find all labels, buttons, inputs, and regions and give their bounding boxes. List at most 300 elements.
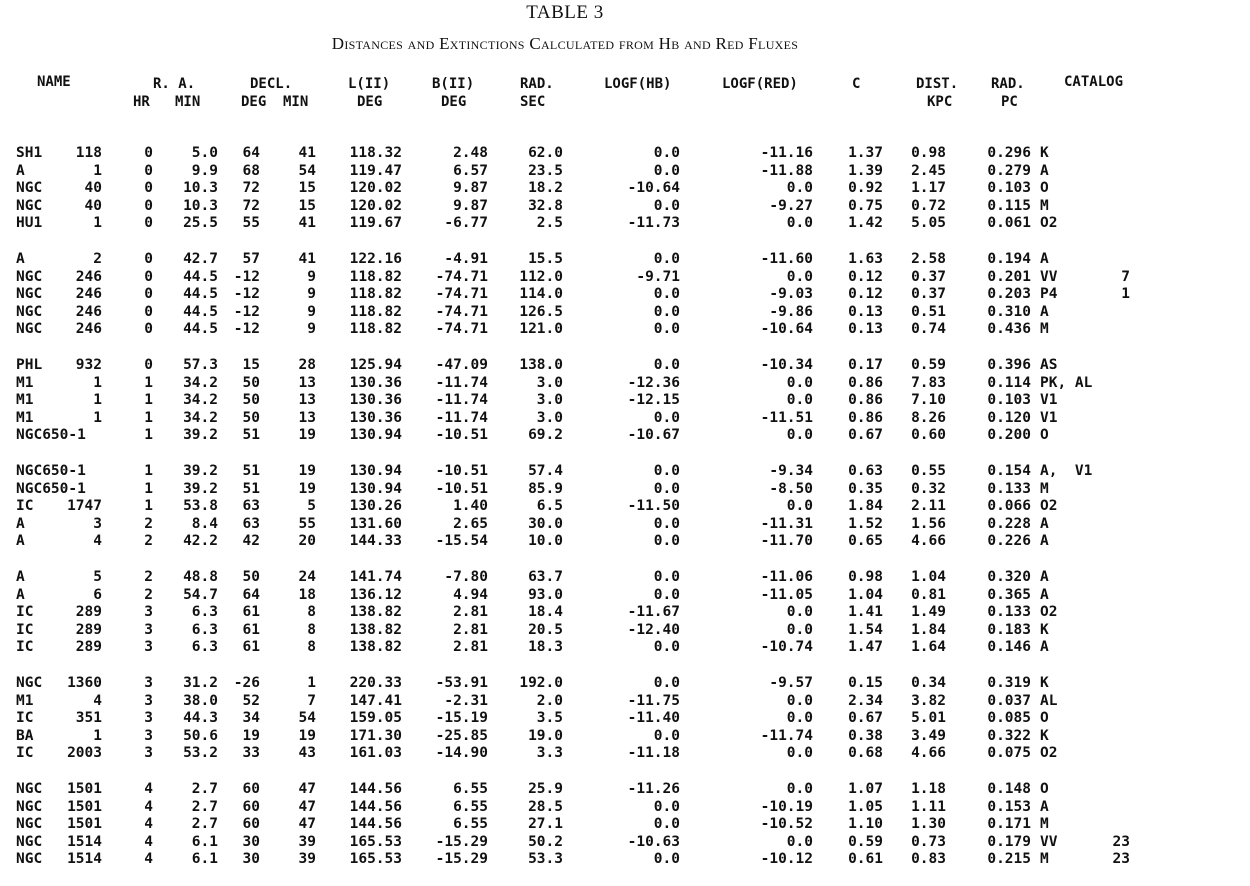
cell-dd: 60	[242, 798, 260, 815]
header-decl: DECL.	[250, 76, 293, 92]
cell-dd: 72	[242, 180, 260, 196]
cell-n1: NGC	[16, 833, 43, 850]
table-row	[0, 357, 1250, 375]
cell-b: 4.94	[453, 586, 488, 603]
header-decl-deg: DEG	[241, 94, 267, 110]
cell-cat: O2	[1040, 604, 1058, 620]
cell-l: 144.33	[349, 533, 402, 549]
cell-dd: -26	[233, 675, 260, 691]
cell-dist: 0.32	[911, 480, 946, 497]
header-decl-min: MIN	[283, 94, 309, 110]
cell-dd: 15	[242, 357, 260, 373]
cell-dist: 1.17	[911, 180, 946, 196]
table-row	[0, 639, 1250, 657]
cell-c: 0.35	[848, 480, 883, 497]
cell-hb: -11.18	[627, 745, 680, 761]
table-row	[0, 693, 1250, 711]
cell-red: -10.64	[760, 321, 813, 337]
cell-hr: 3	[144, 639, 153, 655]
cell-dd: 30	[242, 851, 260, 867]
cell-rmin: 44.5	[183, 321, 218, 337]
cell-l: 165.53	[349, 851, 402, 867]
cell-rad: 2.5	[536, 215, 563, 231]
cell-dist: 0.73	[911, 833, 946, 850]
cell-dd: 60	[242, 781, 260, 797]
cell-dd: 61	[242, 639, 260, 655]
table-subtitle: Distances and Extinctions Calculated from Hβ and Red Fluxes	[331, 34, 799, 53]
cell-red: 0.0	[786, 427, 813, 443]
cell-hr: 2	[144, 515, 153, 532]
cell-red: -10.52	[760, 816, 813, 832]
cell-hb: -11.26	[627, 781, 680, 797]
cell-n2: 1514	[67, 851, 102, 867]
cell-dist: 7.10	[911, 392, 946, 408]
cell-cat: VV	[1040, 268, 1058, 285]
cell-hr: 1	[144, 427, 153, 443]
cell-n2: 1514	[67, 833, 102, 850]
cell-hr: 1	[144, 392, 153, 408]
cell-l: 130.36	[349, 374, 402, 391]
cell-l: 130.94	[349, 463, 402, 479]
cell-cat: AS	[1040, 357, 1058, 373]
header-lii: L(II)	[348, 76, 391, 92]
cell-hb: -9.71	[636, 268, 680, 285]
cell-n2: 3	[93, 515, 102, 532]
table-row	[0, 569, 1250, 587]
cell-cat: K	[1040, 145, 1049, 161]
header-rad-unit: SEC	[520, 94, 546, 110]
cell-dd: 51	[242, 427, 260, 443]
cell-n2: 289	[75, 621, 102, 638]
cell-rad: 114.0	[519, 286, 563, 302]
cell-rad: 3.0	[536, 409, 563, 426]
cell-c: 1.63	[848, 251, 883, 267]
cell-rpc: 0.194	[987, 251, 1031, 267]
cell-n1: NGC	[16, 197, 43, 214]
cell-hr: 4	[144, 851, 153, 867]
cell-dm: 8	[307, 621, 316, 638]
cell-dm: 47	[298, 798, 316, 815]
cell-rad: 23.5	[528, 162, 563, 179]
table-row	[0, 215, 1250, 233]
cell-rmin: 38.0	[183, 692, 218, 709]
cell-red: 0.0	[786, 833, 813, 850]
cell-dm: 28	[298, 357, 316, 373]
cell-cat: PK, AL	[1040, 374, 1093, 391]
header-lii-unit: DEG	[357, 94, 383, 110]
cell-hr: 2	[144, 569, 153, 585]
cell-n1: IC	[16, 604, 34, 620]
cell-n1: A	[16, 533, 25, 549]
cell-hb: 0.0	[653, 569, 680, 585]
cell-b: -53.91	[435, 675, 488, 691]
cell-l: 120.02	[349, 197, 402, 214]
cell-l: 138.82	[349, 639, 402, 655]
cell-dm: 43	[298, 745, 316, 761]
cell-hr: 0	[144, 303, 153, 320]
cell-rpc: 0.183	[987, 621, 1031, 638]
cell-rmin: 6.1	[191, 851, 218, 867]
cell-hr: 4	[144, 816, 153, 832]
cell-b: -10.51	[435, 427, 488, 443]
cell-cat: M	[1040, 480, 1049, 497]
cell-red: 0.0	[786, 692, 813, 709]
cell-rpc: 0.075	[987, 745, 1031, 761]
cell-rpc: 0.146	[987, 639, 1031, 655]
cell-dist: 0.60	[911, 427, 946, 443]
cell-hb: 0.0	[653, 409, 680, 426]
cell-hb: 0.0	[653, 197, 680, 214]
cell-hr: 1	[144, 498, 153, 514]
cell-n1: IC	[16, 639, 34, 655]
cell-dm: 9	[307, 303, 316, 320]
cell-rpc: 0.310	[987, 303, 1031, 320]
cell-n1: M1	[16, 692, 34, 709]
cell-rmin: 10.3	[183, 197, 218, 214]
cell-n2: 1	[93, 409, 102, 426]
cell-hb: 0.0	[653, 515, 680, 532]
cell-rad: 63.7	[528, 569, 563, 585]
cell-rmin: 42.2	[183, 533, 218, 549]
cell-red: -11.60	[760, 251, 813, 267]
cell-cat: M	[1040, 851, 1049, 867]
cell-cat: O2	[1040, 498, 1058, 514]
cell-c: 1.37	[848, 145, 883, 161]
cell-hb: -10.64	[627, 180, 680, 196]
table-row	[0, 533, 1250, 551]
cell-cat: V1	[1040, 392, 1058, 408]
cell-dd: 42	[242, 533, 260, 549]
cell-n2: 40	[84, 197, 102, 214]
cell-n1: M1	[16, 392, 34, 408]
cell-hb: -11.67	[627, 604, 680, 620]
cell-hb: -12.15	[627, 392, 680, 408]
cell-rad: 20.5	[528, 621, 563, 638]
cell-rpc: 0.365	[987, 586, 1031, 603]
cell-dd: 50	[242, 374, 260, 391]
cell-dm: 19	[298, 427, 316, 443]
cell-l: 136.12	[349, 586, 402, 603]
cell-dist: 3.49	[911, 727, 946, 744]
cell-n1: SH1	[16, 145, 43, 161]
cell-rmin: 6.3	[191, 604, 218, 620]
cell-dm: 54	[298, 162, 316, 179]
cell-n1: A	[16, 569, 25, 585]
cell-red: 0.0	[786, 180, 813, 196]
cell-n2: 1501	[67, 781, 102, 797]
cell-ref: 23	[1112, 833, 1130, 850]
table-row	[0, 145, 1250, 163]
cell-rad: 112.0	[519, 268, 563, 285]
cell-rpc: 0.215	[987, 851, 1031, 867]
header-rad: RAD.	[520, 76, 554, 92]
cell-l: 144.56	[349, 816, 402, 832]
cell-rpc: 0.120	[987, 409, 1031, 426]
cell-hr: 2	[144, 586, 153, 603]
cell-dm: 13	[298, 392, 316, 408]
cell-n2: 1501	[67, 816, 102, 832]
cell-dist: 4.66	[911, 533, 946, 549]
cell-rpc: 0.296	[987, 145, 1031, 161]
cell-rpc: 0.066	[987, 498, 1031, 514]
cell-red: 0.0	[786, 710, 813, 726]
cell-cat: V1	[1040, 409, 1058, 426]
cell-dm: 7	[307, 692, 316, 709]
cell-dist: 0.37	[911, 268, 946, 285]
cell-hb: 0.0	[653, 639, 680, 655]
cell-b: -2.31	[444, 692, 488, 709]
cell-n1: NGC650-1	[16, 427, 86, 443]
cell-l: 144.56	[349, 798, 402, 815]
cell-hr: 3	[144, 727, 153, 744]
cell-rpc: 0.171	[987, 816, 1031, 832]
cell-b: 1.40	[453, 498, 488, 514]
cell-cat: A	[1040, 162, 1049, 179]
header-c: C	[852, 76, 861, 92]
cell-l: 161.03	[349, 745, 402, 761]
cell-l: 118.82	[349, 303, 402, 320]
cell-red: 0.0	[786, 374, 813, 391]
cell-rad: 121.0	[519, 321, 563, 337]
cell-c: 0.86	[848, 374, 883, 391]
cell-ref: 7	[1121, 268, 1130, 285]
cell-n1: HU1	[16, 215, 43, 231]
cell-cat: VV	[1040, 833, 1058, 850]
cell-b: -47.09	[435, 357, 488, 373]
cell-n1: NGC	[16, 816, 43, 832]
header-bii-unit: DEG	[441, 94, 467, 110]
cell-l: 131.60	[349, 515, 402, 532]
cell-dm: 24	[298, 569, 316, 585]
cell-red: 0.0	[786, 745, 813, 761]
cell-l: 220.33	[349, 675, 402, 691]
cell-cat: K	[1040, 675, 1049, 691]
cell-red: 0.0	[786, 604, 813, 620]
cell-dist: 3.82	[911, 692, 946, 709]
cell-rad: 18.4	[528, 604, 563, 620]
cell-rmin: 2.7	[191, 798, 218, 815]
cell-dm: 54	[298, 710, 316, 726]
cell-b: -15.29	[435, 833, 488, 850]
cell-cat: A	[1040, 533, 1049, 549]
cell-rpc: 0.396	[987, 357, 1031, 373]
cell-rpc: 0.133	[987, 604, 1031, 620]
cell-cat: M	[1040, 816, 1049, 832]
cell-dd: 33	[242, 745, 260, 761]
cell-rmin: 9.9	[191, 162, 218, 179]
table-row	[0, 163, 1250, 181]
cell-dd: 64	[242, 145, 260, 161]
cell-rpc: 0.133	[987, 480, 1031, 497]
table-row	[0, 799, 1250, 817]
cell-dist: 0.55	[911, 463, 946, 479]
cell-rpc: 0.037	[987, 692, 1031, 709]
cell-red: -11.05	[760, 586, 813, 603]
cell-rpc: 0.201	[987, 268, 1031, 285]
cell-cat: O	[1040, 710, 1049, 726]
cell-n2: 1	[93, 392, 102, 408]
cell-rmin: 50.6	[183, 727, 218, 744]
cell-dist: 1.04	[911, 569, 946, 585]
table-row	[0, 251, 1250, 269]
header-dist: DIST.	[916, 76, 959, 92]
cell-dist: 2.45	[911, 162, 946, 179]
cell-dm: 41	[298, 251, 316, 267]
cell-red: -11.88	[760, 162, 813, 179]
cell-dd: 30	[242, 833, 260, 850]
cell-l: 130.36	[349, 409, 402, 426]
cell-b: -11.74	[435, 409, 488, 426]
cell-n1: NGC	[16, 321, 43, 337]
cell-dd: 61	[242, 621, 260, 638]
cell-rad: 50.2	[528, 833, 563, 850]
cell-rmin: 34.2	[183, 392, 218, 408]
cell-n2: 2	[93, 251, 102, 267]
cell-dist: 0.34	[911, 675, 946, 691]
cell-dd: 60	[242, 816, 260, 832]
table-row	[0, 587, 1250, 605]
cell-hb: 0.0	[653, 463, 680, 479]
table-row	[0, 427, 1250, 445]
cell-hr: 1	[144, 480, 153, 497]
table-row	[0, 781, 1250, 799]
cell-dm: 15	[298, 180, 316, 196]
cell-red: -10.34	[760, 357, 813, 373]
cell-l: 118.82	[349, 321, 402, 337]
cell-n1: NGC	[16, 798, 43, 815]
cell-b: -14.90	[435, 745, 488, 761]
table-row	[0, 516, 1250, 534]
cell-c: 0.17	[848, 357, 883, 373]
cell-n1: IC	[16, 745, 34, 761]
cell-red: -10.12	[760, 851, 813, 867]
cell-hr: 3	[144, 604, 153, 620]
cell-rad: 18.3	[528, 639, 563, 655]
cell-l: 122.16	[349, 251, 402, 267]
table-row	[0, 834, 1250, 852]
cell-c: 0.13	[848, 303, 883, 320]
cell-n1: NGC650-1	[16, 480, 86, 497]
cell-dm: 19	[298, 463, 316, 479]
cell-rad: 3.0	[536, 374, 563, 391]
cell-c: 1.47	[848, 639, 883, 655]
table-row	[0, 321, 1250, 339]
cell-c: 0.92	[848, 180, 883, 196]
cell-dm: 19	[298, 480, 316, 497]
cell-hb: 0.0	[653, 586, 680, 603]
cell-b: 6.55	[453, 798, 488, 815]
cell-dm: 39	[298, 851, 316, 867]
cell-hb: -10.67	[627, 427, 680, 443]
cell-n1: IC	[16, 710, 34, 726]
cell-hr: 3	[144, 692, 153, 709]
cell-hr: 3	[144, 621, 153, 638]
cell-dm: 13	[298, 374, 316, 391]
cell-dist: 5.01	[911, 710, 946, 726]
cell-c: 0.67	[848, 427, 883, 443]
cell-l: 171.30	[349, 727, 402, 744]
cell-rad: 126.5	[519, 303, 563, 320]
cell-cat: A	[1040, 515, 1049, 532]
table-row	[0, 675, 1250, 693]
cell-rad: 62.0	[528, 145, 563, 161]
cell-dd: 50	[242, 392, 260, 408]
cell-ref: 23	[1112, 851, 1130, 867]
cell-hr: 4	[144, 798, 153, 815]
cell-cat: O	[1040, 180, 1049, 196]
cell-rpc: 0.203	[987, 286, 1031, 302]
cell-hr: 2	[144, 533, 153, 549]
cell-hr: 0	[144, 145, 153, 161]
cell-n1: A	[16, 162, 25, 179]
table-row	[0, 463, 1250, 481]
cell-b: -15.54	[435, 533, 488, 549]
cell-dd: 57	[242, 251, 260, 267]
cell-b: -11.74	[435, 374, 488, 391]
cell-n2: 1	[93, 215, 102, 231]
cell-l: 165.53	[349, 833, 402, 850]
cell-rmin: 44.5	[183, 286, 218, 302]
cell-rad: 18.2	[528, 180, 563, 196]
cell-b: -7.80	[444, 569, 488, 585]
table-row	[0, 745, 1250, 763]
cell-hr: 0	[144, 286, 153, 302]
cell-hb: 0.0	[653, 480, 680, 497]
cell-hr: 3	[144, 745, 153, 761]
cell-b: -11.74	[435, 392, 488, 408]
cell-red: -9.57	[769, 675, 813, 691]
cell-b: -74.71	[435, 286, 488, 302]
cell-rmin: 2.7	[191, 781, 218, 797]
cell-b: -74.71	[435, 303, 488, 320]
cell-rpc: 0.320	[987, 569, 1031, 585]
cell-rad: 53.3	[528, 851, 563, 867]
cell-n2: 6	[93, 586, 102, 603]
cell-dm: 39	[298, 833, 316, 850]
cell-rad: 3.3	[536, 745, 563, 761]
cell-l: 120.02	[349, 180, 402, 196]
cell-dd: 72	[242, 197, 260, 214]
cell-dd: 61	[242, 604, 260, 620]
cell-hr: 0	[144, 162, 153, 179]
cell-dd: 55	[242, 215, 260, 231]
cell-l: 144.56	[349, 781, 402, 797]
cell-c: 1.42	[848, 215, 883, 231]
cell-b: 2.65	[453, 515, 488, 532]
cell-dm: 5	[307, 498, 316, 514]
cell-cat: A	[1040, 569, 1049, 585]
cell-rmin: 54.7	[183, 586, 218, 603]
cell-rpc: 0.153	[987, 798, 1031, 815]
cell-rad: 19.0	[528, 727, 563, 744]
cell-c: 2.34	[848, 692, 883, 709]
cell-cat: M	[1040, 197, 1049, 214]
cell-rpc: 0.114	[987, 374, 1031, 391]
cell-hr: 0	[144, 357, 153, 373]
cell-rad: 15.5	[528, 251, 563, 267]
cell-b: -74.71	[435, 268, 488, 285]
cell-l: 138.82	[349, 621, 402, 638]
cell-rmin: 57.3	[183, 357, 218, 373]
table-row	[0, 604, 1250, 622]
cell-dm: 47	[298, 816, 316, 832]
cell-n2: 246	[75, 286, 102, 302]
cell-ref: 1	[1121, 286, 1130, 302]
cell-rmin: 25.5	[183, 215, 218, 231]
cell-red: -9.86	[769, 303, 813, 320]
cell-rad: 85.9	[528, 480, 563, 497]
cell-hb: 0.0	[653, 798, 680, 815]
